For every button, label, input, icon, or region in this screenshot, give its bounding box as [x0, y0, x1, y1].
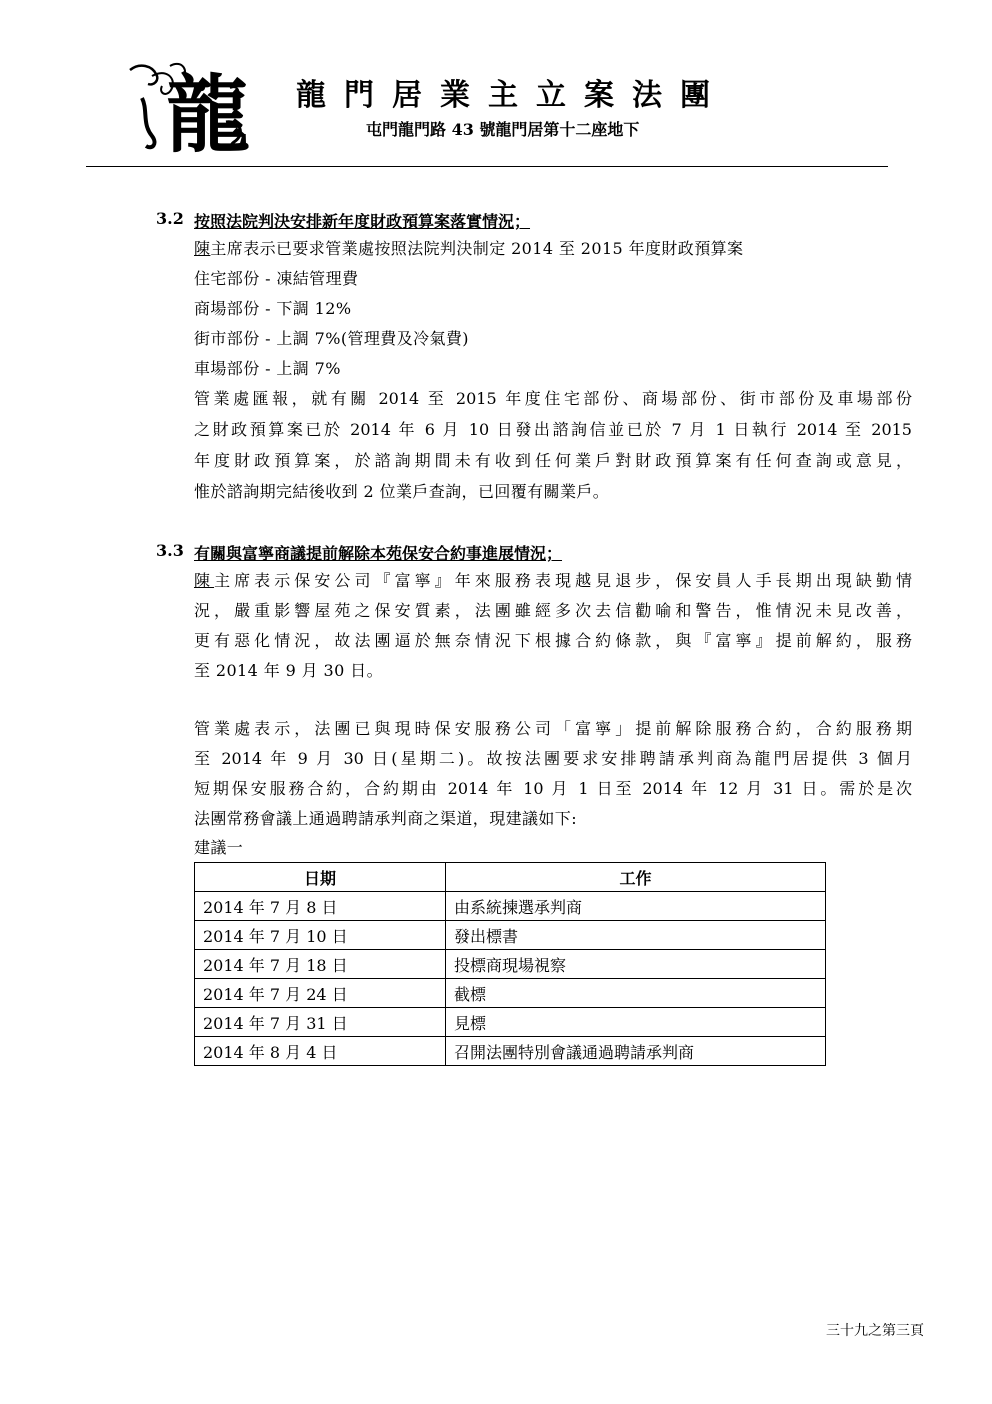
date-cell: 2014 年 7 月 24 日: [195, 979, 446, 1008]
section-3-3-number: 3.3: [156, 541, 184, 560]
task-cell: 由系統揀選承判商: [446, 892, 826, 921]
task-cell: 投標商現場視察: [446, 950, 826, 979]
section-3-3-para-1-line: 更有惡化情況，故法團逼於無奈情況下根據合約條款，與『富寧』提前解約，服務: [194, 631, 912, 650]
section-3-3-heading: 有關與富寧商議提前解除本苑保安合約事進展情況；: [194, 544, 563, 563]
chair-surname: 陳: [194, 239, 211, 258]
task-cell: 召開法團特別會議通過聘請承判商: [446, 1037, 826, 1066]
section-3-2-report-line: 年度財政預算案，於諮詢期間未有收到任何業戶對財政預算案有任何查詢或意見，: [194, 451, 912, 470]
table-header-row: [195, 863, 826, 892]
section-3-3-para-1-line: 至 2014 年 9 月 30 日。: [194, 661, 383, 680]
schedule-table: [194, 862, 826, 1066]
section-3-3-para-1-line: 況，嚴重影響屋苑之保安質素，法團雖經多次去信勸喻和警告，惟情況未見改善，: [194, 601, 912, 620]
section-3-3-para-2-line: 短期保安服務合約，合約期由 2014 年 10 月 1 日至 2014 年 12 月 31 日。需於是次: [194, 779, 912, 798]
budget-item-mall: 商場部份 - 下調 12%: [194, 299, 352, 318]
table-row: [195, 950, 826, 979]
section-3-3-para-2-line: 管業處表示，法團已與現時保安服務公司「富寧」提前解除服務合約，合約服務期: [194, 719, 912, 738]
section-3-2-report-line: 之財政預算案已於 2014 年 6 月 10 日發出諮詢信並已於 7 月 1 日執行 2014 至 2015: [194, 420, 912, 439]
task-cell: 見標: [446, 1008, 826, 1037]
budget-item-market: 街市部份 - 上調 7%(管理費及冷氣費): [194, 329, 469, 348]
date-cell: 2014 年 7 月 8 日: [195, 892, 446, 921]
table-row: [195, 979, 826, 1008]
table-row: [195, 1037, 826, 1066]
section-3-2-report-line: 惟於諮詢期完結後收到 2 位業戶查詢，已回覆有關業戶。: [194, 482, 610, 501]
section-3-3-para-2-line: 至 2014 年 9 月 30 日(星期二)。故按法團要求安排聘請承判商為龍門居提供 3 個月: [194, 749, 912, 768]
organization-address: 屯門龍門路 43 號龍門居第十二座地下: [366, 120, 640, 139]
page-number: 三十九之第三頁: [826, 1323, 924, 1339]
task-cell: 發出標書: [446, 921, 826, 950]
dragon-logo-icon: [122, 58, 258, 154]
table-row: [195, 892, 826, 921]
column-header-task: 工作: [446, 863, 826, 892]
table-row: [195, 1008, 826, 1037]
budget-item-residential: 住宅部份 - 凍結管理費: [194, 269, 359, 288]
section-3-2-line-1-text: 主席表示已要求管業處按照法院判決制定 2014 至 2015 年度財政預算案: [210, 239, 744, 258]
logo-character: 龍: [166, 65, 251, 154]
task-cell: 截標: [446, 979, 826, 1008]
section-3-3-para-1-line: [194, 571, 912, 591]
table-row: [195, 921, 826, 950]
date-cell: 2014 年 7 月 18 日: [195, 950, 446, 979]
section-3-3-para-1-text: 主席表示保安公司『富寧』年來服務表現越見退步，保安員人手長期出現缺勤情: [214, 571, 912, 590]
budget-item-carpark: 車場部份 - 上調 7%: [194, 359, 341, 378]
chair-surname: 陳: [194, 571, 215, 590]
date-cell: 2014 年 7 月 31 日: [195, 1008, 446, 1037]
proposal-label: 建議一: [194, 838, 244, 857]
header-divider: [86, 166, 888, 167]
date-cell: 2014 年 8 月 4 日: [195, 1037, 446, 1066]
section-3-3-para-2-line: 法團常務會議上通過聘請承判商之渠道，現建議如下:: [194, 809, 577, 828]
section-3-2-report-line: 管業處匯報，就有關 2014 至 2015 年度住宅部份、商場部份、街市部份及車場部份: [194, 389, 912, 408]
section-3-2-heading: 按照法院判決安排新年度財政預算案落實情況；: [194, 212, 531, 231]
section-3-2-line-1: [194, 239, 743, 259]
column-header-date: 日期: [195, 863, 446, 892]
organization-name: 龍門居業主立案法團: [296, 78, 728, 113]
date-cell: 2014 年 7 月 10 日: [195, 921, 446, 950]
section-3-2-number: 3.2: [156, 209, 184, 228]
